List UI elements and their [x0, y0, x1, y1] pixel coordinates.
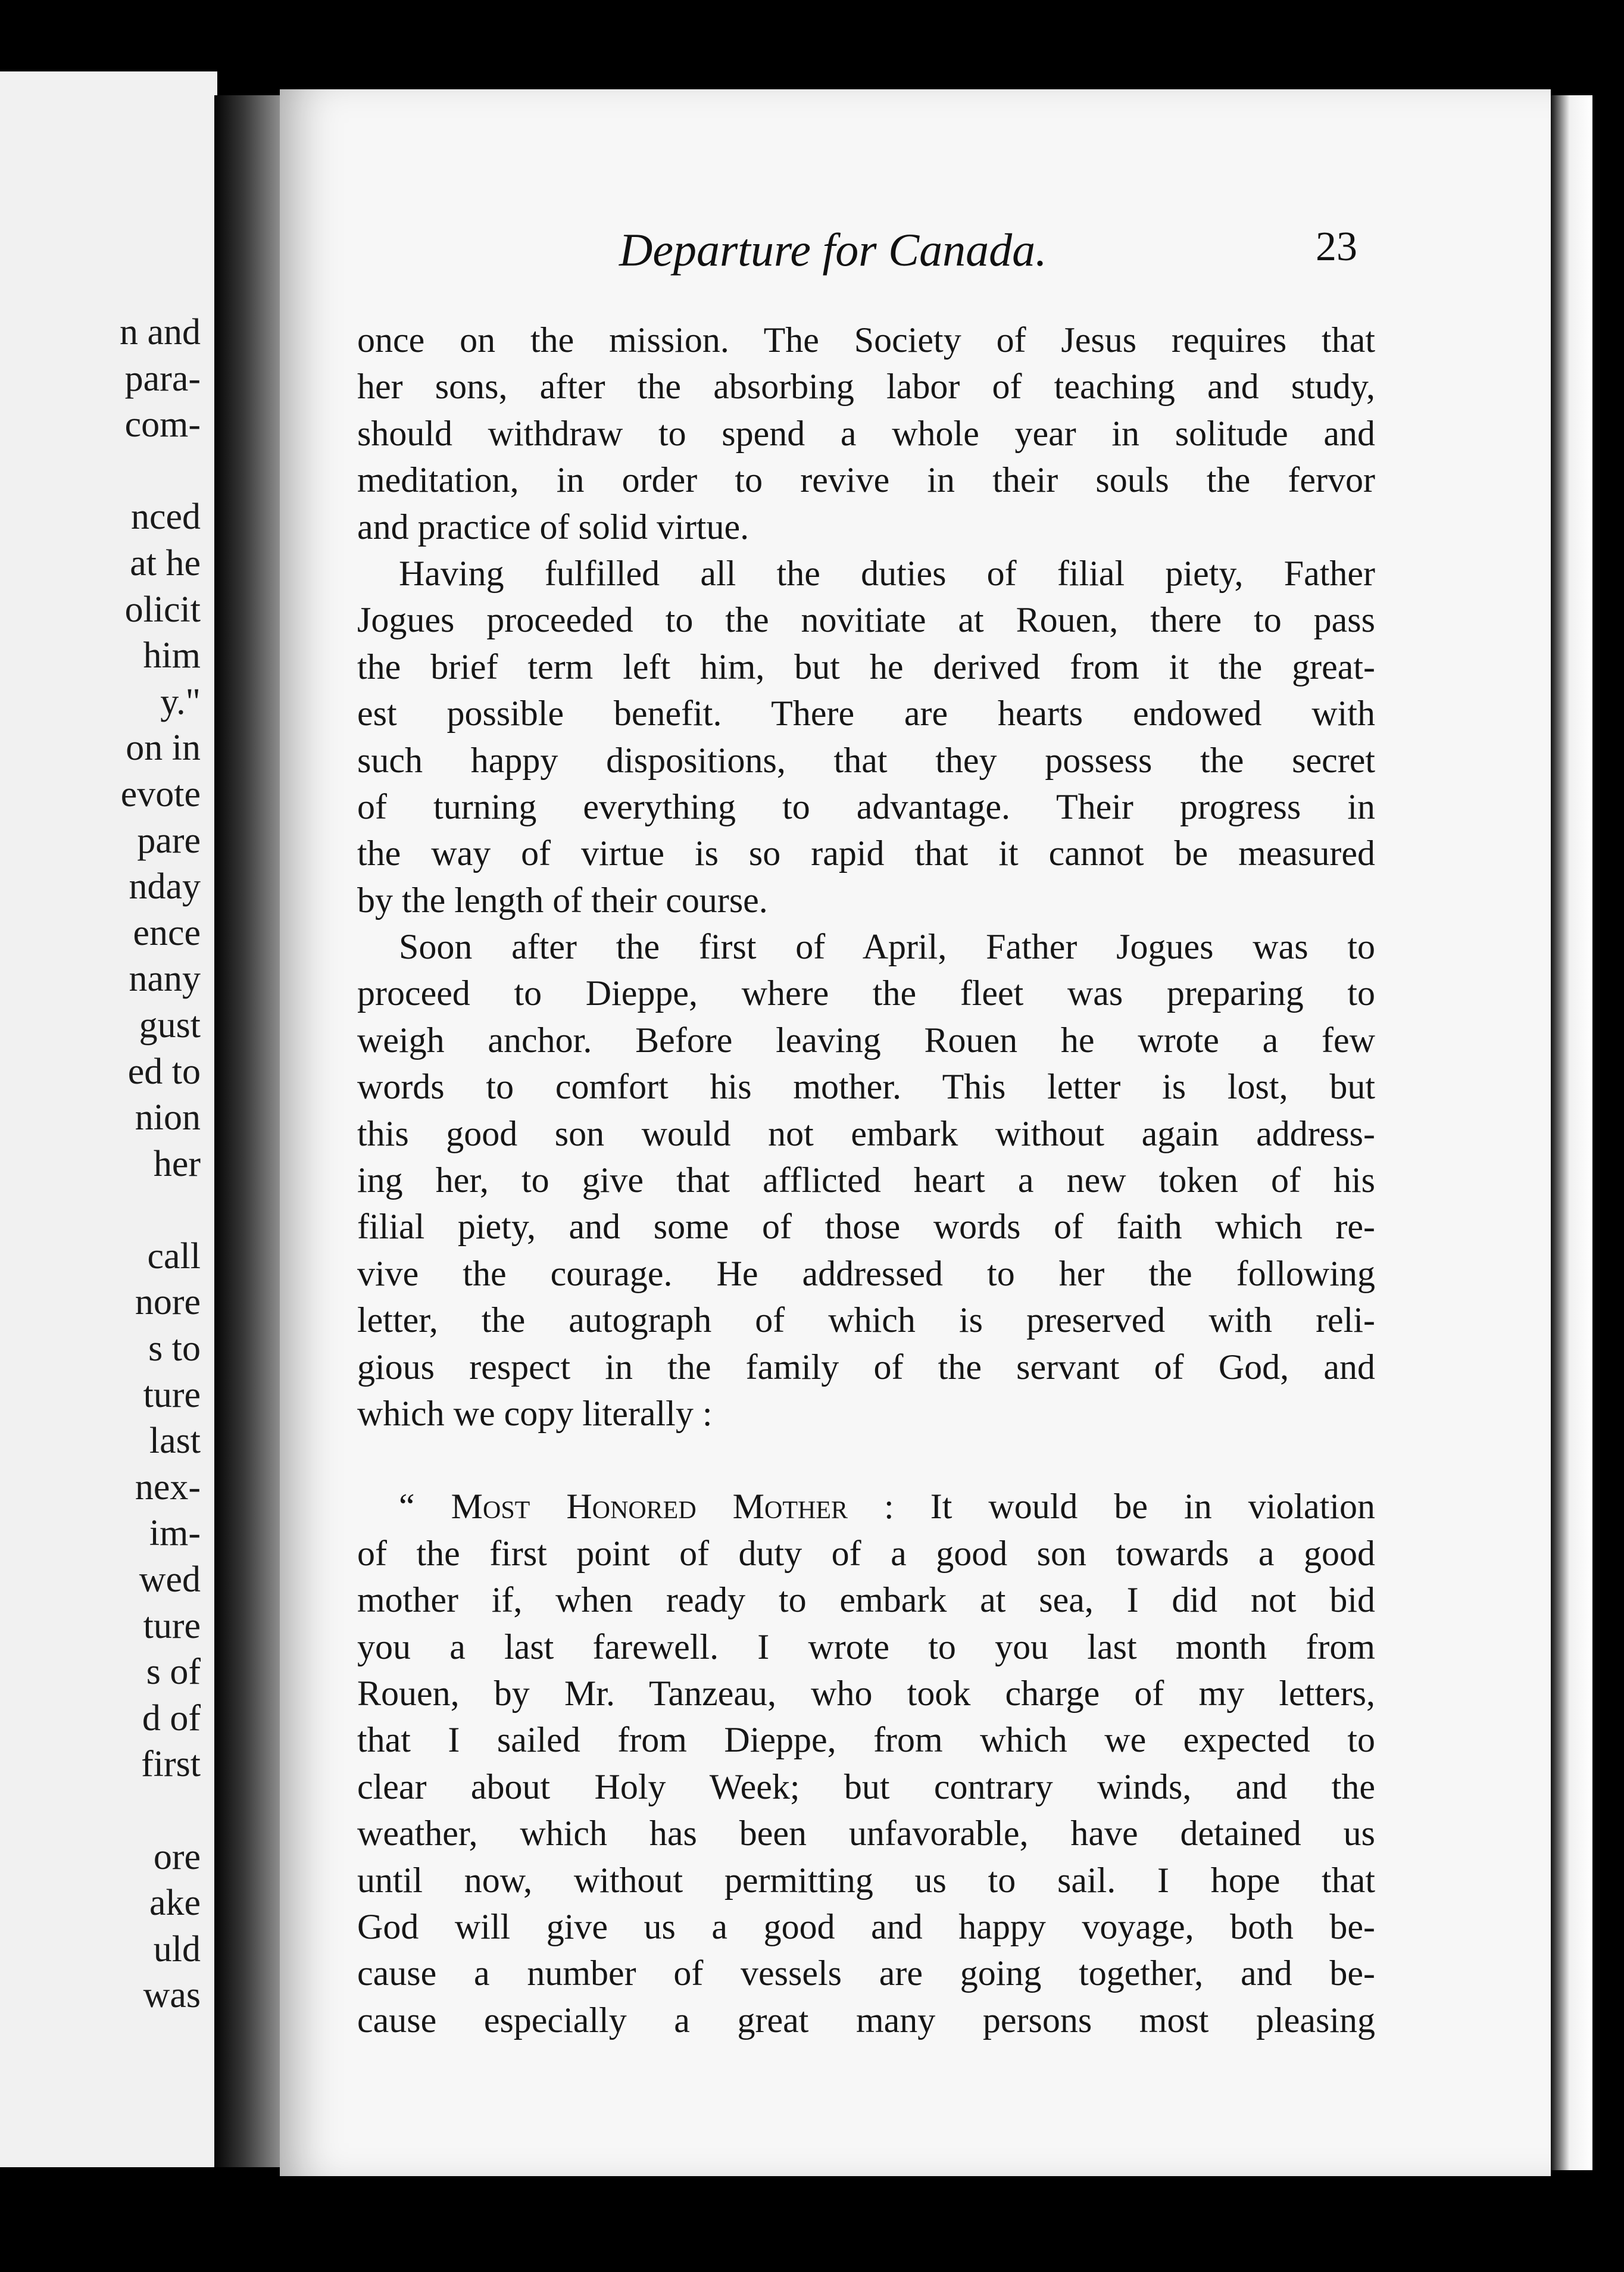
left-fragment-line: last: [149, 1421, 201, 1462]
left-fragment-line: para-: [124, 358, 201, 399]
text-line: weigh anchor. Before leaving Rouen he wrote a few: [357, 1020, 1375, 1060]
left-fragment-line: uld: [153, 1928, 201, 1970]
text-line: mother if, when ready to embark at sea, I did not bid: [357, 1580, 1375, 1620]
left-fragment-line: nion: [135, 1097, 201, 1138]
left-fragment-line: nany: [129, 959, 201, 1000]
left-fragment-line: first: [141, 1744, 201, 1785]
text-line: which we copy literally :: [357, 1393, 713, 1433]
text-line: such happy dispositions, that they possess the secret: [357, 740, 1375, 780]
text-line: God will give us a good and happy voyage, both be-: [357, 1906, 1375, 1946]
text-line: filial piety, and some of those words of faith which re-: [357, 1207, 1375, 1247]
text-line: Jogues proceeded to the novitiate at Rouen, there to pass: [357, 600, 1375, 640]
left-page: [0, 71, 217, 2167]
left-fragment-line: nday: [129, 866, 201, 907]
text-line: vive the courage. He addressed to her the following: [357, 1253, 1375, 1293]
letter-salutation: “ Most Honored Mother :: [399, 1487, 894, 1527]
left-fragment-line: nore: [135, 1282, 201, 1323]
left-fragment-line: gust: [139, 1004, 201, 1046]
letter-first-line: [357, 1483, 1375, 1530]
section-gap: [357, 1437, 1375, 1483]
left-fragment-line: s to: [148, 1328, 201, 1369]
left-fragment-line: d of: [142, 1697, 201, 1739]
left-fragment-line: on in: [126, 728, 201, 769]
text-line: meditation, in order to revive in their souls the fervor: [357, 460, 1375, 500]
left-fragment-line: ed to: [127, 1051, 201, 1092]
text-line: weather, which has been unfavorable, have detained us: [357, 1814, 1375, 1853]
left-fragment-line: com-: [124, 404, 201, 445]
text-line: Soon after the first of April, Father Jogues was to: [399, 927, 1375, 967]
paragraph-3: [357, 923, 1375, 1437]
left-fragment-line: [120, 448, 201, 495]
text-line: of turning everything to advantage. Their progress in: [357, 787, 1375, 826]
text-line: her sons, after the absorbing labor of teaching and study,: [357, 367, 1375, 407]
left-fragment-line: was: [143, 1975, 201, 2016]
left-fragment-line: wed: [139, 1559, 201, 1600]
text-line: proceed to Dieppe, where the fleet was preparing to: [357, 973, 1375, 1013]
text-line: clear about Holy Week; but contrary winds, and the: [357, 1767, 1375, 1806]
page-edge: [1551, 95, 1592, 2170]
text-line: of the first point of duty of a good son towards a good: [357, 1533, 1375, 1573]
left-fragment-line: at he: [130, 542, 201, 583]
text-line: you a last farewell. I wrote to you last month from: [357, 1627, 1375, 1666]
left-fragment-line: ture: [143, 1605, 201, 1646]
text-line: ing her, to give that afflicted heart a new token of his: [357, 1160, 1375, 1200]
body-text: [357, 317, 1375, 2043]
left-page-text-fragments: [120, 310, 201, 2019]
left-fragment-line: s of: [146, 1652, 201, 1693]
left-fragment-line: y.": [160, 681, 201, 722]
left-fragment-line: call: [147, 1235, 201, 1277]
left-fragment-line: her: [153, 1143, 201, 1184]
text-line: the way of virtue is so rapid that it cannot be measured: [357, 834, 1375, 873]
text-line: once on the mission. The Society of Jesus requires that: [357, 320, 1375, 360]
left-fragment-line: olicit: [124, 589, 201, 630]
text-line: cause a number of vessels are going together, and be-: [357, 1953, 1375, 1993]
left-fragment-line: him: [143, 635, 201, 676]
letter-first-line-text: It would be in violation: [894, 1487, 1376, 1527]
left-fragment-line: ence: [133, 912, 201, 953]
page-header: [619, 223, 1357, 277]
text-line: by the length of their course.: [357, 880, 768, 920]
left-fragment-line: n and: [119, 312, 201, 352]
text-line: words to comfort his mother. This letter is lost, but: [357, 1067, 1375, 1107]
text-line: that I sailed from Dieppe, from which we expected to: [357, 1720, 1375, 1760]
text-line: should withdraw to spend a whole year in solitude and: [357, 413, 1375, 453]
text-line: gious respect in the family of the servant of God, and: [357, 1347, 1375, 1387]
text-line: until now, without permitting us to sail. I hope that: [357, 1860, 1375, 1900]
text-line: letter, the autograph of which is preserved with reli-: [357, 1300, 1375, 1340]
left-fragment-line: pare: [137, 820, 201, 861]
letter: [357, 1483, 1375, 2043]
paragraph-2: [357, 550, 1375, 923]
left-fragment-line: evote: [120, 773, 201, 814]
left-fragment-line: nced: [130, 497, 201, 538]
left-fragment-line: ore: [153, 1836, 201, 1877]
text-line: and practice of solid virtue.: [357, 507, 749, 547]
text-line: this good son would not embark without again address-: [357, 1113, 1375, 1153]
text-line: the brief term left him, but he derived from it the great-: [357, 647, 1375, 686]
text-line: est possible benefit. There are hearts endowed with: [357, 694, 1375, 734]
page-number: 23: [1316, 224, 1357, 270]
left-fragment-line: nex-: [135, 1466, 201, 1508]
left-fragment-line: ture: [143, 1374, 201, 1415]
text-line: Rouen, by Mr. Tanzeau, who took charge of my letters,: [357, 1673, 1375, 1713]
text-line: Having fulfilled all the duties of filial piety, Father: [399, 553, 1375, 593]
paragraph-1: [357, 317, 1375, 550]
left-fragment-line: [120, 1788, 201, 1834]
text-line: cause especially a great many persons most pleasing: [357, 2000, 1375, 2040]
left-fragment-line: ake: [149, 1883, 201, 1924]
running-title: Departure for Canada.: [619, 224, 1047, 276]
left-fragment-line: [120, 1187, 201, 1234]
left-fragment-line: im-: [149, 1513, 201, 1554]
